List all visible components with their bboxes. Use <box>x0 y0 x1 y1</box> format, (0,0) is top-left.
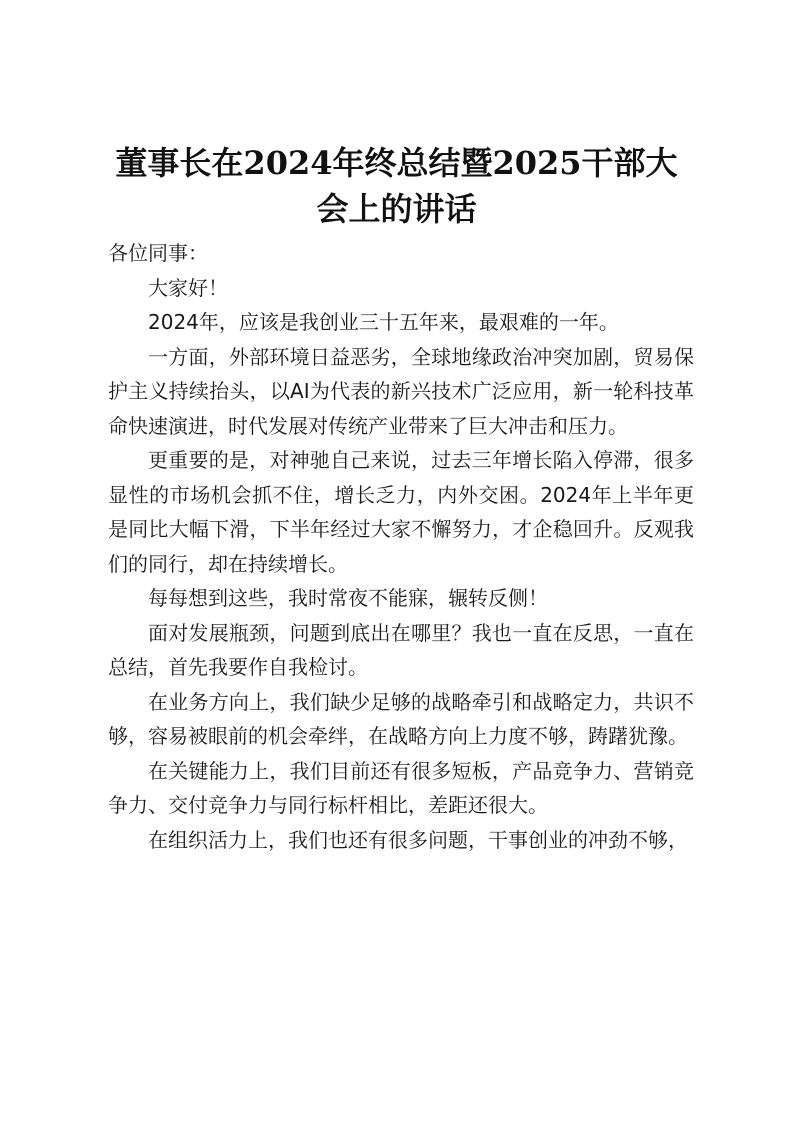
paragraph-external-environment: 一方面，外部环境日益恶劣，全球地缘政治冲突加剧，贸易保护主义持续抬头，以AI为代表的新兴技术广泛应用，新一轮科技革命快速演进，时代发展对传统产业带来了巨大冲击和压力。 <box>108 344 694 438</box>
salutation: 各位同事： <box>108 241 208 265</box>
paragraph-2024-hardest-year: 2024年，应该是我创业三十五年来，最艰难的一年。 <box>148 310 619 334</box>
paragraph-organizational-vitality: 在组织活力上，我们也还有很多问题，干事创业的冲劲不够， <box>148 827 688 852</box>
paragraph-key-capabilities: 在关键能力上，我们目前还有很多短板，产品竞争力、营销竞争力、交付竞争力与同行标杆相比，差距还很大。 <box>108 758 694 817</box>
document-body <box>108 236 694 857</box>
paragraph-internal-stagnation: 更重要的是，对神驰自己来说，过去三年增长陷入停滞，很多显性的市场机会抓不住，增长乏力，内外交困。2024年上半年更是同比大幅下滑，下半年经过大家不懈努力，才企稳回升。反观我们的同行，却在持续增长。 <box>108 448 694 576</box>
paragraph-business-direction: 在业务方向上，我们缺少足够的战略牵引和战略定力，共识不够，容易被眼前的机会牵绊，在战略方向上力度不够，踌躇犹豫。 <box>108 689 694 748</box>
document-title: 董事长在2024年终总结暨2025干部大会上的讲话 <box>115 144 678 228</box>
paragraph-greeting: 大家好！ <box>148 275 228 300</box>
paragraph-sleepless: 每每想到这些，我时常夜不能寐，辗转反侧！ <box>148 586 548 610</box>
paragraph-self-reflection: 面对发展瓶颈，问题到底出在哪里？我也一直在反思，一直在总结，首先我要作自我检讨。 <box>108 620 694 679</box>
